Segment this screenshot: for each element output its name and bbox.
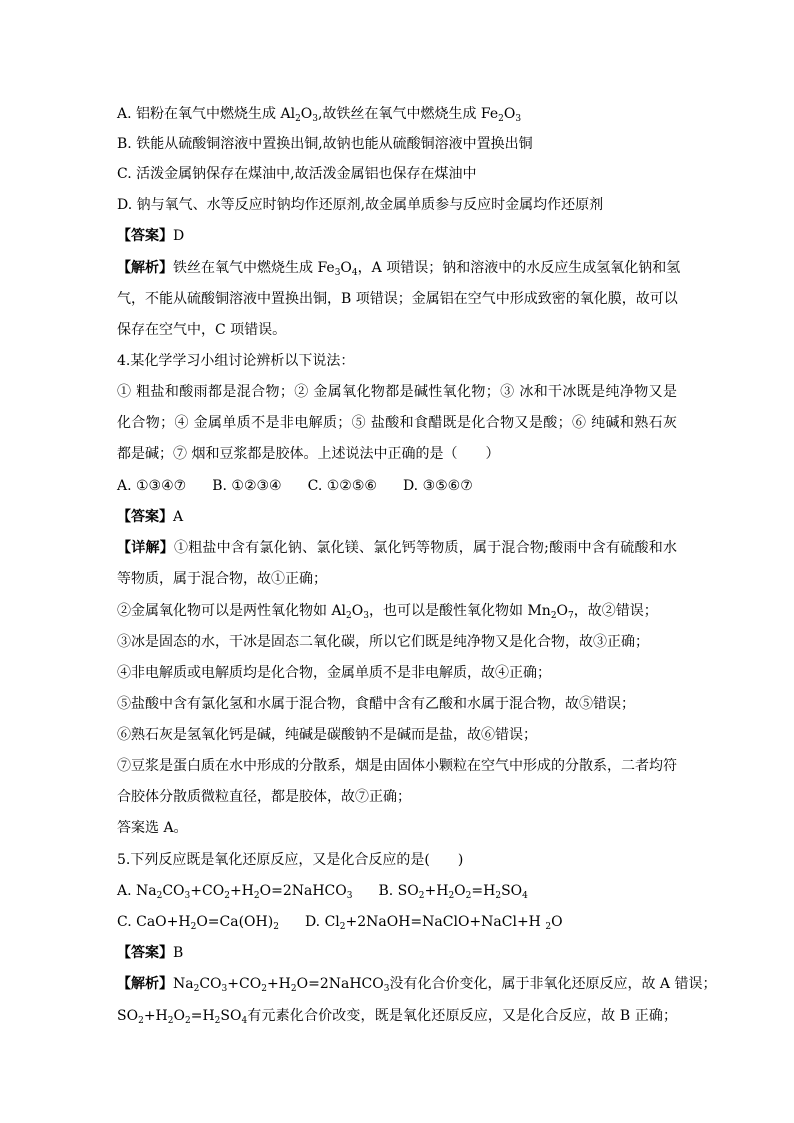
q4-detail-p1-line-2: 等物质，属于混合物，故①正确；	[117, 571, 327, 587]
q3-answer: 【答案】D	[117, 228, 185, 244]
q5-analysis-line-2: $SO_2+H_2O_2=H_2SO_4$有元素化合价改变，既是氧化还原反应，又是化合反应，故 B 正确；	[117, 1008, 677, 1026]
q3-option-b: B. 铁能从硫酸铜溶液中置换出铜,故钠也能从硫酸铜溶液中置换出铜	[117, 136, 533, 152]
q5-options-row-2	[117, 912, 677, 932]
q3-analysis-line-3: 保存在空气中，C 项错误。	[117, 322, 287, 338]
q5-answer: 【答案】B	[117, 945, 184, 961]
q4-detail-p7-line-1: ⑦豆浆是蛋白质在水中形成的分散系，烟是由固体小颗粒在空气中形成的分散系，二者均符	[117, 758, 677, 774]
q4-detail-p3: ③冰是固态的水，干冰是固态二氧化碳，所以它们既是纯净物又是化合物，故③正确；	[117, 634, 649, 650]
q4-detail-p1-line-1: 【详解】①粗盐中含有氯化钠、氯化镁、氯化钙等物质，属于混合物;酸雨中含有硫酸和水	[117, 540, 677, 556]
q4-detail-p7-line-2: 合胶体分散质微粒直径，都是胶体，故⑦正确；	[117, 789, 411, 805]
q3-analysis-line-2: 气，不能从硫酸铜溶液中置换出铜，B 项错误；金属铝在空气中形成致密的氧化膜，故可以	[117, 291, 678, 307]
q4-detail-p2: ②金属氧化物可以是两性氧化物如 $Al_2O_3$，也可以是酸性氧化物如 $Mn_2O_7$，故②错误；	[117, 603, 658, 621]
q4-detail-p6: ⑥熟石灰是氢氧化钙是碱，纯碱是碳酸钠不是碱而是盐，故⑥错误；	[117, 727, 537, 743]
q4-option-b: B. ①②③④	[212, 478, 282, 494]
q5-stem: 5.下列反应既是氧化还原反应，又是化合反应的是( )	[117, 852, 464, 868]
q5-options-row-1	[117, 881, 677, 901]
q5-option-a: A. $Na_2CO_3+CO_2+H_2O=2NaHCO_3$	[117, 883, 353, 901]
q4-detail-p5: ⑤盐酸中含有氯化氢和水属于混合物，食醋中含有乙酸和水属于混合物，故⑤错误；	[117, 696, 635, 712]
q5-option-c: C. $CaO+H_2O=Ca(OH)_2$	[117, 914, 279, 932]
q3-option-c: C. 活泼金属钠保存在煤油中,故活泼金属铝也保存在煤油中	[117, 166, 477, 182]
q4-answer: 【答案】A	[117, 509, 184, 525]
q3-option-a: A. 铝粉在氧气中燃烧生成 $Al_2O_3$,故铁丝在氧气中燃烧生成 $Fe_2O_3$	[117, 106, 522, 124]
q3-analysis-line-1: 【解析】铁丝在氧气中燃烧生成 $Fe_3O_4$，A 项错误；钠和溶液中的水反应生成氢氧化钠和氢	[117, 260, 681, 278]
q3-option-d: D. 钠与氧气、水等反应时钠均作还原剂,故金属单质参与反应时金属均作还原剂	[117, 197, 604, 213]
q5-option-d: D. $Cl_2+2NaOH=NaClO+NaCl+H$ $_2$O	[304, 914, 563, 932]
q4-body-line-2: 化合物；④ 金属单质不是非电解质；⑤ 盐酸和食醋既是化合物又是酸；⑥ 纯碱和熟石灰	[117, 415, 677, 431]
q4-options	[117, 476, 677, 496]
q4-option-d: D. ③⑤⑥⑦	[402, 478, 473, 494]
q4-option-a: A. ①③④⑦	[117, 478, 187, 494]
q4-stem: 4.某化学学习小组讨论辨析以下说法：	[117, 353, 355, 369]
q4-detail-p4: ④非电解质或电解质均是化合物，金属单质不是非电解质，故④正确；	[117, 665, 551, 681]
q4-option-c: C. ①②⑤⑥	[307, 478, 377, 494]
q5-option-b: B. $SO_2+H_2O_2=H_2SO_4$	[378, 883, 528, 901]
q4-body-line-3: 都是碱；⑦ 烟和豆浆都是胶体。上述说法中正确的是（ ）	[117, 446, 500, 462]
q5-analysis-line-1: 【解析】$Na_2CO_3+CO_2+H_2O=2NaHCO_3$没有化合价变化，属于非氧化还原反应，故 A 错误；	[117, 976, 717, 994]
q4-body-line-1: ① 粗盐和酸雨都是混合物；② 金属氧化物都是碱性氧化物；③ 冰和干冰既是纯净物又是	[117, 384, 677, 400]
q4-conclusion: 答案选 A。	[117, 820, 188, 836]
